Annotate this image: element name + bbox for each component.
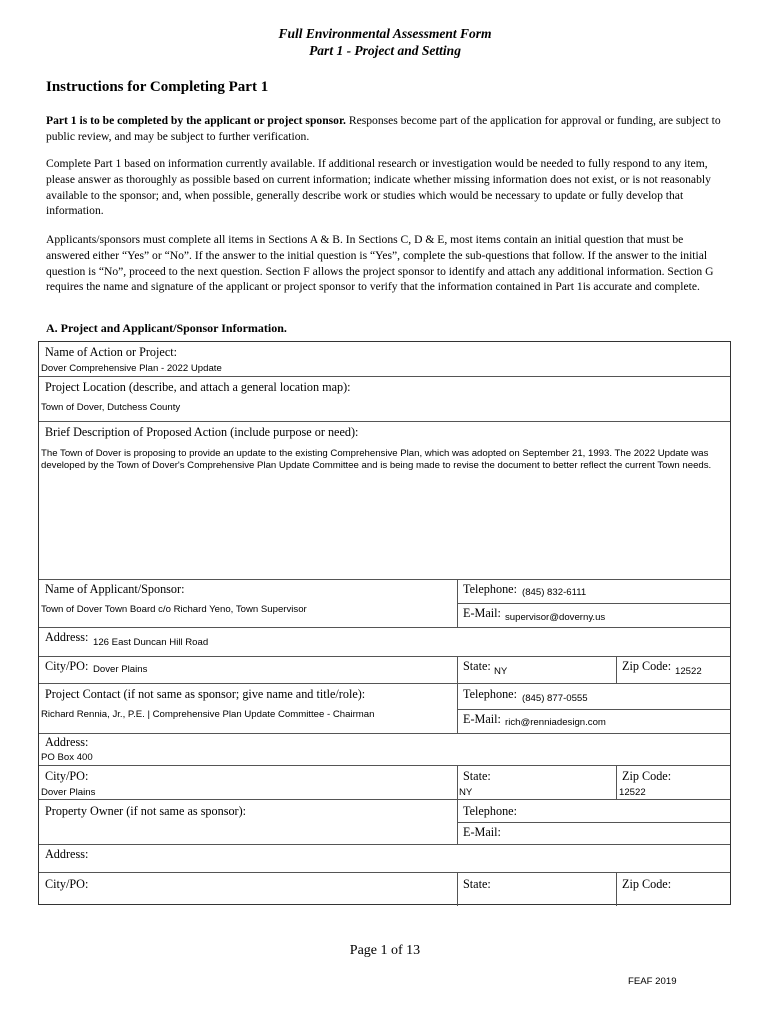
row-divider [39, 656, 730, 657]
owner-state-label: State: [463, 877, 491, 891]
instructions-heading: Instructions for Completing Part 1 [46, 79, 269, 95]
contact-city-label: City/PO: [45, 769, 89, 783]
instructions-paragraph-1 [46, 113, 726, 145]
applicant-telephone-label: Telephone: [463, 582, 517, 596]
row-divider [39, 844, 730, 845]
contact-zip-label: Zip Code: [622, 769, 672, 783]
action-name-field[interactable]: Dover Comprehensive Plan - 2022 Update [41, 363, 222, 374]
contact-state-field[interactable]: NY [459, 787, 473, 798]
instructions-p1-bold: Part 1 is to be completed by the applicant or project sponsor. [46, 114, 346, 127]
applicant-telephone-field[interactable]: (845) 832-6111 [522, 587, 587, 598]
column-divider [616, 656, 617, 683]
column-divider [457, 872, 458, 906]
column-divider [616, 765, 617, 799]
row-divider [39, 579, 730, 580]
applicant-address-field[interactable]: 126 East Duncan Hill Road [93, 637, 209, 648]
column-divider [457, 656, 458, 733]
applicant-email-field[interactable]: supervisor@doverny.us [505, 612, 606, 623]
location-field[interactable]: Town of Dover, Dutchess County [41, 402, 181, 413]
row-divider [39, 683, 730, 684]
contact-name-field[interactable]: Richard Rennia, Jr., P.E. | Comprehensive Plan Update Committee - Chairman [41, 709, 375, 720]
cell-divider [457, 822, 730, 823]
owner-address-label: Address: [45, 847, 89, 861]
column-divider [457, 579, 458, 627]
contact-state-label: State: [463, 769, 491, 783]
contact-zip-field[interactable]: 12522 [619, 787, 646, 798]
contact-address-label: Address: [45, 735, 89, 749]
applicant-name-label: Name of Applicant/Sponsor: [45, 582, 185, 596]
column-divider [616, 872, 617, 906]
location-label: Project Location (describe, and attach a general location map): [45, 380, 351, 394]
cell-divider [457, 709, 730, 710]
owner-email-label: E-Mail: [463, 825, 501, 839]
action-name-label: Name of Action or Project: [45, 345, 177, 359]
contact-address-field[interactable]: PO Box 400 [41, 752, 93, 763]
cell-divider [457, 603, 730, 604]
owner-zip-label: Zip Code: [622, 877, 672, 891]
contact-name-label: Project Contact (if not same as sponsor; give name and title/role): [45, 687, 366, 701]
applicant-city-label: City/PO: [45, 659, 89, 673]
row-divider [39, 799, 730, 800]
applicant-zip-field[interactable]: 12522 [675, 666, 702, 677]
instructions-p1-rest: Responses become part of the application for approval or funding, are subject to public review, and may be subject to further verification. [46, 114, 721, 143]
section-a-heading: A. Project and Applicant/Sponsor Information. [46, 321, 287, 335]
instructions-paragraph-2: Complete Part 1 based on information currently available. If additional research or investigation would be needed to fully respond to any item, please answer as thoroughly as possible based on current information; indicate whether missing information does not exist, or is not reasonably available to the sponsor; and, when possible, generally describe work or studies which would be necessary to update or fully develop that information. [46, 157, 711, 218]
contact-telephone-field[interactable]: (845) 877-0555 [522, 693, 588, 704]
column-divider [457, 765, 458, 844]
page-number: Page 1 of 13 [349, 943, 421, 958]
contact-city-field[interactable]: Dover Plains [41, 787, 96, 798]
contact-telephone-label: Telephone: [463, 687, 517, 701]
row-divider [39, 376, 730, 377]
description-field[interactable]: The Town of Dover is proposing to provide an update to the existing Comprehensive Plan, which was adopted on September 21, 1993. The 2022 Update was developed by the Town of Dover's Comprehensive Plan Update Committee and is being made to revise the document to better reflect the current Town needs. [41, 448, 712, 471]
applicant-email-label: E-Mail: [463, 606, 501, 620]
applicant-state-label: State: [463, 659, 491, 673]
contact-email-label: E-Mail: [463, 712, 501, 726]
row-divider [39, 733, 730, 734]
row-divider [39, 421, 730, 422]
form-title: Full Environmental Assessment Form [278, 26, 492, 41]
applicant-city-field[interactable]: Dover Plains [93, 664, 148, 675]
instructions-paragraph-3: Applicants/sponsors must complete all items in Sections A & B. In Sections C, D & E, most items contain an initial question that must be answered either “Yes” or “No”. If the answer to the initial question is “Yes”, complete the sub-questions that follow. If the answer to the initial question is “No”, proceed to the next question. Section F allows the project sponsor to identify and attach any additional information. Section G requires the name and signature of the applicant or project sponsor to verify that the information contained in Part 1is accurate and complete. [46, 233, 714, 294]
row-divider [39, 765, 730, 766]
form-subtitle: Part 1 - Project and Setting [309, 43, 461, 58]
row-divider [39, 627, 730, 628]
applicant-zip-label: Zip Code: [622, 659, 672, 673]
owner-telephone-label: Telephone: [463, 804, 517, 818]
form-id: FEAF 2019 [628, 976, 677, 987]
row-divider [39, 872, 730, 873]
applicant-name-field[interactable]: Town of Dover Town Board c/o Richard Yeno, Town Supervisor [41, 604, 307, 615]
applicant-address-label: Address: [45, 630, 89, 644]
description-label: Brief Description of Proposed Action (include purpose or need): [45, 425, 359, 439]
contact-email-field[interactable]: rich@renniadesign.com [505, 717, 606, 728]
project-info-form [38, 341, 731, 905]
owner-city-label: City/PO: [45, 877, 89, 891]
owner-name-label: Property Owner (if not same as sponsor): [45, 804, 247, 818]
applicant-state-field[interactable]: NY [494, 666, 508, 677]
